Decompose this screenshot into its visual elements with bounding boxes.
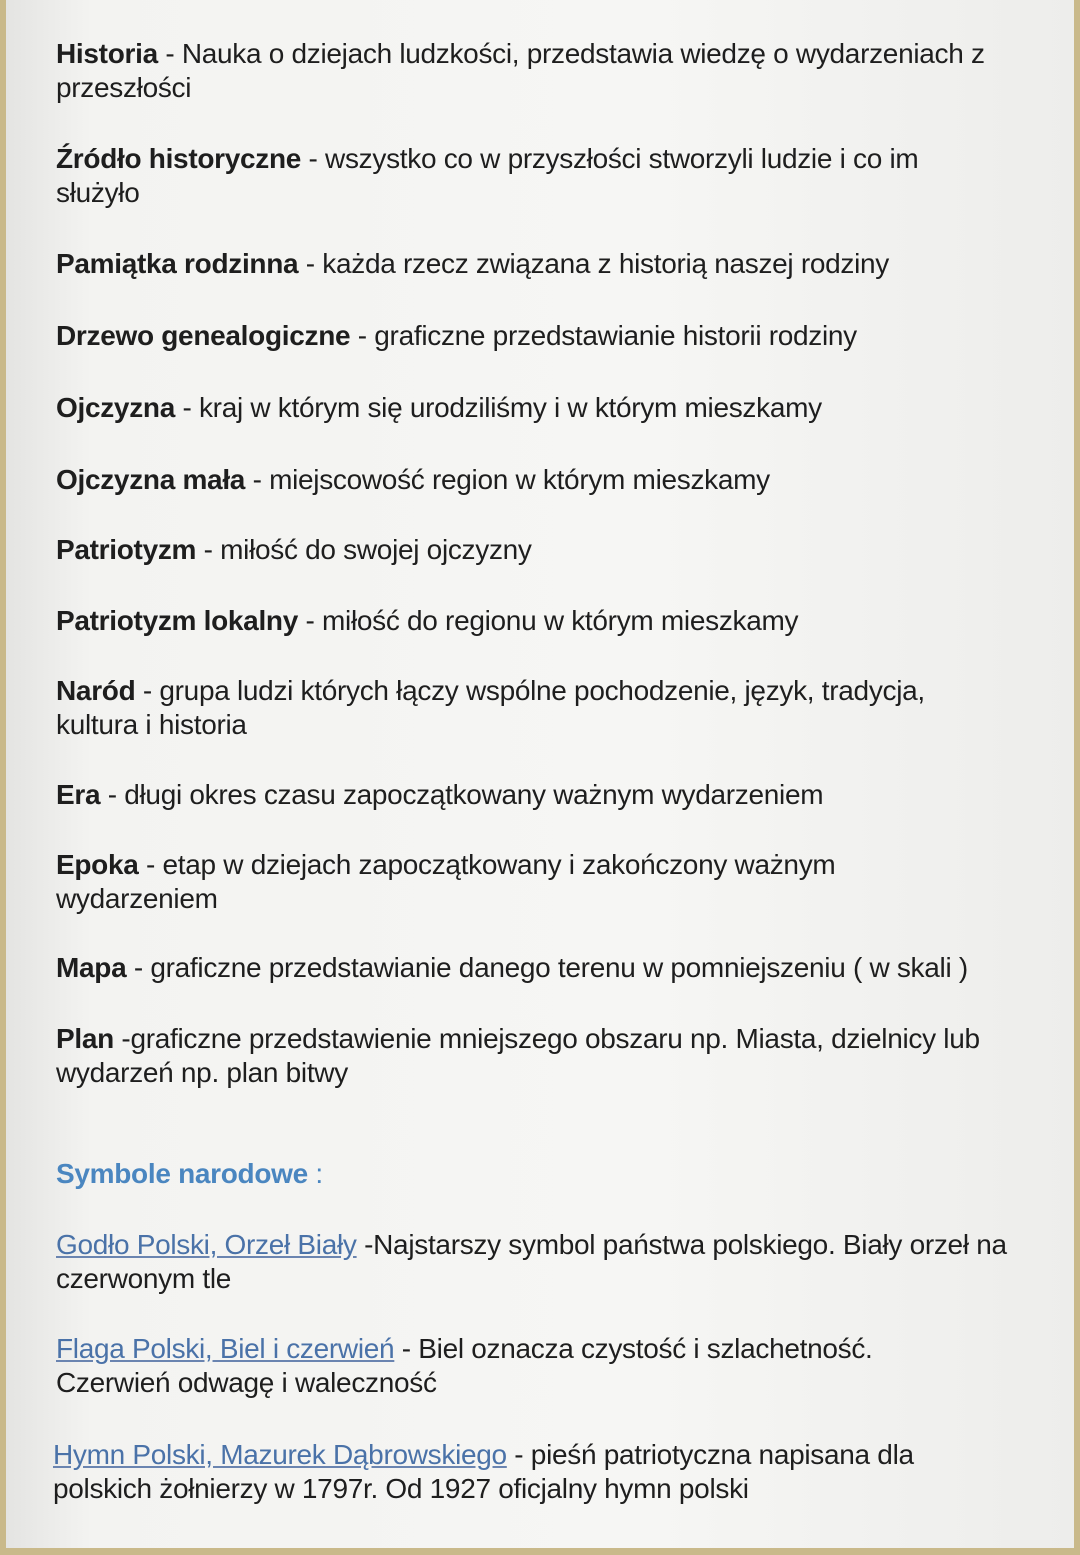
document-page xyxy=(6,0,1074,1548)
definition-text: - Nauka o dziejach ludzkości, przedstawia wiedzę o wydarzeniach z przeszłości xyxy=(56,38,985,103)
definition-patriotyzm-lokalny xyxy=(56,604,1056,638)
definition-narod xyxy=(56,674,1006,742)
symbol-godlo xyxy=(56,1228,1056,1296)
definition-text: - grupa ludzi których łączy wspólne pochodzenie, język, tradycja, kultura i historia xyxy=(56,675,925,740)
definition-text: - wszystko co w przyszłości stworzyli ludzie i co im służyło xyxy=(56,143,919,208)
term: Drzewo genealogiczne xyxy=(56,320,351,351)
definition-zrodlo-historyczne xyxy=(56,142,1006,210)
symbol-text: - pieśń patriotyczna napisana dla polskich żołnierzy w 1797r. Od 1927 oficjalny hymn polski xyxy=(53,1439,914,1504)
definition-text: - miejscowość region w którym mieszkamy xyxy=(245,464,770,495)
definition-text: - graficzne przedstawianie danego terenu w pomniejszeniu ( w skali ) xyxy=(126,952,968,983)
definition-mapa xyxy=(56,951,1056,985)
symbols-heading xyxy=(56,1158,323,1190)
term: Naród xyxy=(56,675,136,706)
term: Patriotyzm lokalny xyxy=(56,605,299,636)
definition-epoka xyxy=(56,848,906,916)
term: Epoka xyxy=(56,849,139,880)
definition-text: - miłość do regionu w którym mieszkamy xyxy=(298,605,799,636)
definition-plan xyxy=(56,1022,1056,1090)
term: Plan xyxy=(56,1023,114,1054)
definition-text: - długi okres czasu zapoczątkowany ważnym wydarzeniem xyxy=(100,779,824,810)
hymn-link[interactable]: Hymn Polski, Mazurek Dąbrowskiego xyxy=(53,1439,507,1470)
definition-text: - graficzne przedstawianie historii rodziny xyxy=(350,320,857,351)
term: Ojczyzna xyxy=(56,392,175,423)
definition-text: - kraj w którym się urodziliśmy i w którym mieszkamy xyxy=(174,392,822,423)
definition-ojczyzna xyxy=(56,391,1056,425)
heading-colon: : xyxy=(307,1158,323,1189)
flaga-link[interactable]: Flaga Polski, Biel i czerwień xyxy=(56,1333,395,1364)
symbol-text: - Biel oznacza czystość i szlachetność. Czerwień odwagę i waleczność xyxy=(56,1333,873,1398)
symbol-flaga xyxy=(56,1332,986,1400)
definition-era xyxy=(56,778,1056,812)
definition-historia xyxy=(56,37,1056,105)
term: Źródło historyczne xyxy=(56,143,302,174)
symbol-hymn xyxy=(53,1438,1003,1506)
heading-text: Symbole narodowe xyxy=(56,1158,308,1189)
definition-text: - etap w dziejach zapoczątkowany i zakończony ważnym wydarzeniem xyxy=(56,849,836,914)
term: Pamiątka rodzinna xyxy=(56,248,299,279)
term: Patriotyzm xyxy=(56,534,197,565)
definition-text: - miłość do swojej ojczyzny xyxy=(196,534,532,565)
term: Mapa xyxy=(56,952,127,983)
definition-drzewo-genealogiczne xyxy=(56,319,1056,353)
term: Era xyxy=(56,779,101,810)
term: Historia xyxy=(56,38,158,69)
definition-ojczyzna-mala xyxy=(56,463,1056,497)
definition-patriotyzm xyxy=(56,533,1056,567)
symbol-text: -Najstarszy symbol państwa polskiego. Biały orzeł na czerwonym tle xyxy=(56,1229,1007,1294)
godlo-link[interactable]: Godło Polski, Orzeł Biały xyxy=(56,1229,357,1260)
definition-text: -graficzne przedstawienie mniejszego obszaru np. Miasta, dzielnicy lub wydarzeń np. plan bitwy xyxy=(56,1023,980,1088)
definition-pamiatka-rodzinna xyxy=(56,247,1056,281)
definition-text: - każda rzecz związana z historią naszej rodziny xyxy=(298,248,889,279)
term: Ojczyzna mała xyxy=(56,464,246,495)
